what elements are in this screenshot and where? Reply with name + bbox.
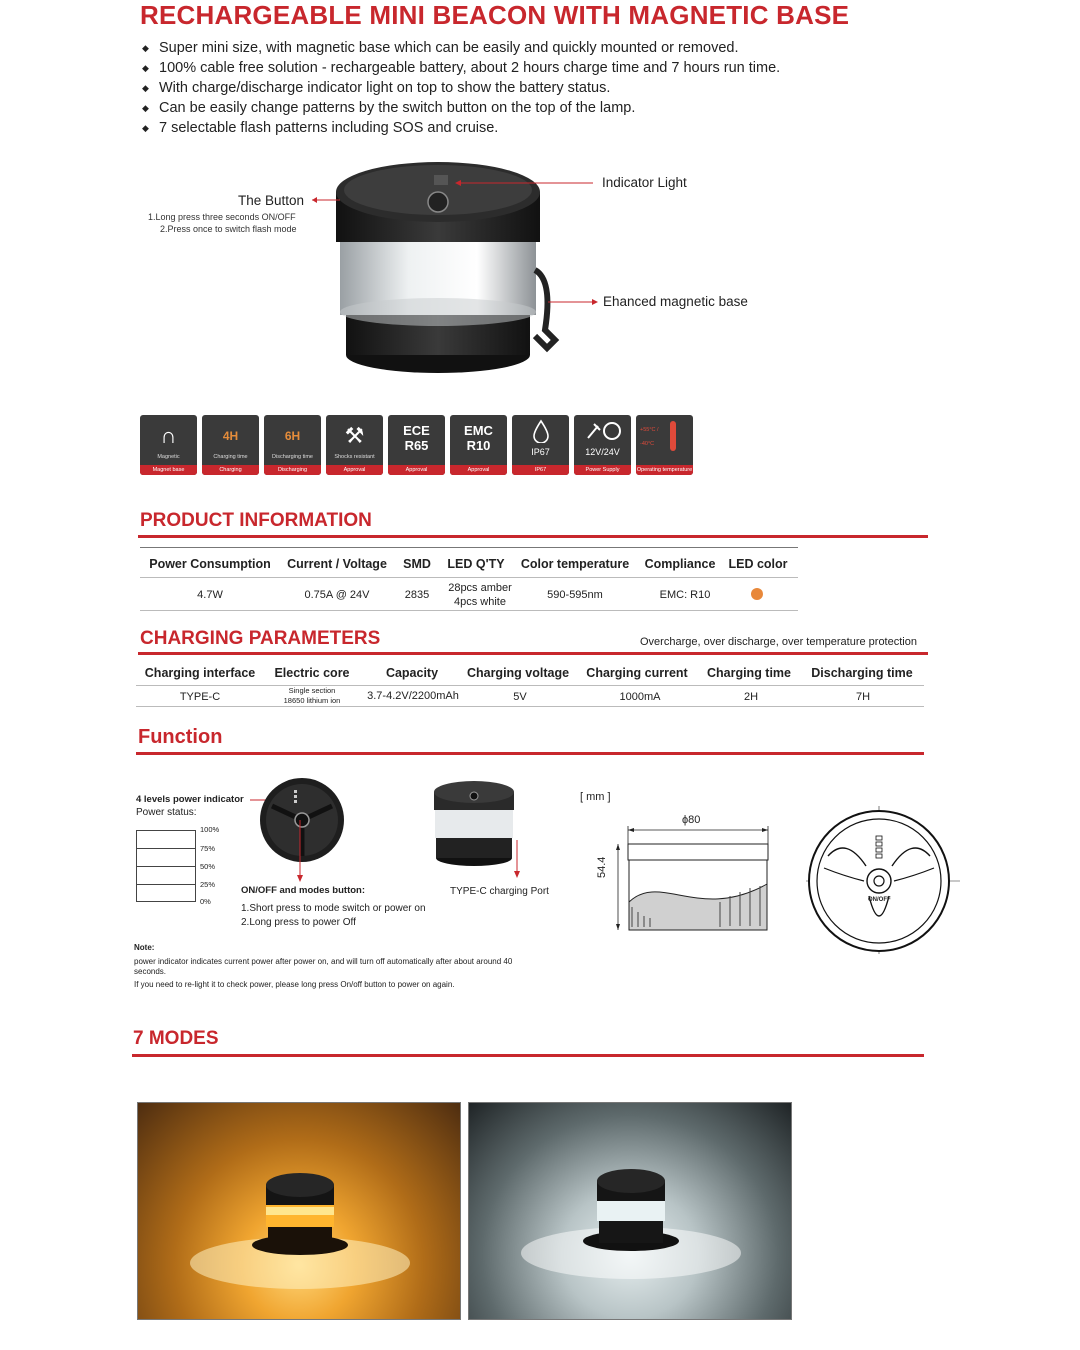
note-title: Note: (134, 943, 155, 952)
table-rule (136, 706, 924, 707)
tile-band: Approval (326, 465, 383, 475)
tile-band: IP67 (512, 465, 569, 475)
ip67-feature-tile (512, 415, 569, 475)
note-line2: If you need to re-light it to check power, please long press On/off button to power on again. (134, 980, 455, 989)
arrow-icon (312, 195, 342, 205)
hammer-icon: ⚒ (344, 423, 365, 448)
product-header: Power Consumption (149, 557, 271, 571)
product-header: Compliance (644, 557, 716, 571)
emc-feature-tile (450, 415, 507, 475)
page-title: RECHARGEABLE MINI BEACON WITH MAGNETIC BASE (140, 0, 850, 30)
height-dimension: 54.4 (596, 856, 608, 878)
water-drop-icon (531, 419, 551, 443)
dimension-drawing (600, 812, 780, 942)
arrow-icon (296, 820, 304, 882)
emc-r10-label: EMC R10 (464, 423, 493, 453)
charging-cell: Single section 18650 lithium ion (283, 686, 341, 705)
table-rule (136, 685, 924, 686)
ip67-label: IP67 (531, 447, 550, 457)
tile-caption: Charging time (213, 454, 248, 460)
table-rule (140, 577, 798, 578)
product-header: Current / Voltage (287, 557, 387, 571)
function-heading: Function (138, 726, 223, 748)
indicator-callout: Indicator Light (602, 175, 687, 190)
product-header: SMD (403, 557, 431, 571)
level-label: 50% (200, 862, 216, 871)
charging-feature-tile (202, 415, 259, 475)
power-feature-tile (574, 415, 631, 475)
white-beacon-image (469, 1103, 791, 1319)
product-cell: EMC: R10 (659, 589, 711, 601)
charging-cell: 3.7-4.2V/2200mAh (367, 690, 459, 702)
power-indicator-label: 4 levels power indicator (136, 794, 244, 805)
product-cell: 2835 (404, 589, 430, 601)
charging-cell: 2H (743, 691, 759, 703)
temperature-feature-tile (636, 415, 693, 475)
tile-band: Approval (388, 465, 445, 475)
protection-note: Overcharge, over discharge, over temperature protection (640, 636, 917, 648)
white-mode-photo (468, 1102, 792, 1320)
power-status-label: Power status: (136, 807, 197, 818)
level-label: 100% (200, 825, 220, 834)
table-rule (140, 547, 798, 548)
section-divider (136, 752, 924, 755)
discharging-feature-tile (264, 415, 321, 475)
width-dimension: ϕ80 (682, 814, 701, 826)
arrow-icon (513, 840, 521, 878)
level-label: 75% (200, 844, 216, 853)
charging-cell: 1000mA (619, 691, 661, 703)
amber-mode-photo (137, 1102, 461, 1320)
tile-band: Discharging (264, 465, 321, 475)
charging-header: Discharging time (811, 666, 913, 680)
charging-header: Charging interface (144, 666, 256, 680)
shock-feature-tile (326, 415, 383, 475)
power-level-chart (136, 830, 196, 902)
product-cell: 28pcs amber 4pcs white (448, 582, 512, 608)
temperature-range: +55°C / -40°C (640, 427, 659, 447)
feature-bullet: ◆ 100% cable free solution - rechargeable battery, about 2 hours charge time and 7 hours run time. (142, 58, 780, 78)
feature-bullet: ◆ Super mini size, with magnetic base which can be easily and quickly mounted or removed. (142, 38, 780, 58)
tile-band: Operating temperature (636, 467, 693, 473)
level-label: 0% (200, 897, 211, 906)
product-header: Color temperature (520, 557, 630, 571)
charging-heading: CHARGING PARAMETERS (140, 628, 381, 649)
magnet-feature-tile (140, 415, 197, 475)
charging-header: Electric core (274, 666, 350, 680)
arrow-icon (548, 297, 600, 307)
amber-beacon-image (138, 1103, 460, 1319)
product-info-heading: PRODUCT INFORMATION (140, 510, 372, 531)
ece-r65-label: ECE R65 (403, 423, 430, 453)
ece-feature-tile (388, 415, 445, 475)
modes-heading: 7 MODES (133, 1028, 219, 1049)
top-view-drawing (806, 806, 962, 956)
charging-header: Charging current (586, 666, 688, 680)
button-callout-line1: 1.Long press three seconds ON/OFF (148, 212, 296, 222)
magnet-icon: ∩ (160, 423, 177, 448)
charging-cell: 7H (855, 691, 871, 703)
section-divider (138, 535, 928, 538)
note-line1: power indicator indicates current power after power on, and will turn off automatically after about around 40 seconds. (134, 957, 513, 976)
charging-header: Charging time (706, 666, 792, 680)
charging-cell: TYPE-C (179, 691, 221, 703)
onoff-line1: 1.Short press to mode switch or power on (241, 903, 426, 914)
led-color-swatch (751, 588, 763, 600)
typec-port-label: TYPE-C charging Port (450, 886, 549, 897)
section-divider (132, 1054, 924, 1057)
product-header: LED color (728, 557, 788, 571)
charging-header: Capacity (385, 666, 439, 680)
onoff-line2: 2.Long press to power Off (241, 917, 356, 928)
section-divider (138, 652, 928, 655)
beacon-product-image (330, 160, 560, 380)
battery-icon: 4H (222, 429, 239, 443)
button-callout-title: The Button (238, 193, 305, 208)
thermometer-icon (670, 421, 676, 451)
product-header: LED Q'TY (447, 557, 505, 571)
tile-band: Charging (202, 465, 259, 475)
tile-caption: Shocks resistant (334, 454, 375, 460)
level-label: 25% (200, 880, 216, 889)
magnetic-callout: Ehanced magnetic base (603, 294, 748, 309)
onoff-title: ON/OFF and modes button: (241, 885, 366, 896)
tile-caption: Discharging time (272, 454, 313, 460)
gauge-icon: 6H (284, 429, 301, 443)
charging-header: Charging voltage (466, 666, 570, 680)
feature-list (142, 38, 780, 138)
arrow-icon (455, 178, 595, 188)
tile-band: Magnet base (140, 465, 197, 475)
table-rule (140, 610, 798, 611)
beacon-side-view (432, 778, 522, 868)
voltage-label: 12V/24V (585, 447, 620, 457)
tile-band: Approval (450, 465, 507, 475)
feature-bullet: ◆ 7 selectable flash patterns including SOS and cruise. (142, 118, 780, 138)
feature-bullet: ◆ With charge/discharge indicator light on top to show the battery status. (142, 78, 780, 98)
mm-unit-label: [ mm ] (580, 791, 611, 803)
button-callout-line2: 2.Press once to switch flash mode (160, 224, 297, 234)
charging-cell: 5V (513, 691, 527, 703)
product-cell: 4.7W (197, 589, 223, 601)
onoff-mark: ON/OFF (868, 897, 891, 903)
plug-icon (584, 420, 622, 442)
product-cell: 590-595nm (547, 589, 603, 601)
tile-caption: Magnetic (157, 454, 180, 460)
tile-band: Power Supply (574, 465, 631, 475)
product-cell: 0.75A @ 24V (304, 589, 370, 601)
feature-bullet: ◆ Can be easily change patterns by the switch button on the top of the lamp. (142, 98, 780, 118)
